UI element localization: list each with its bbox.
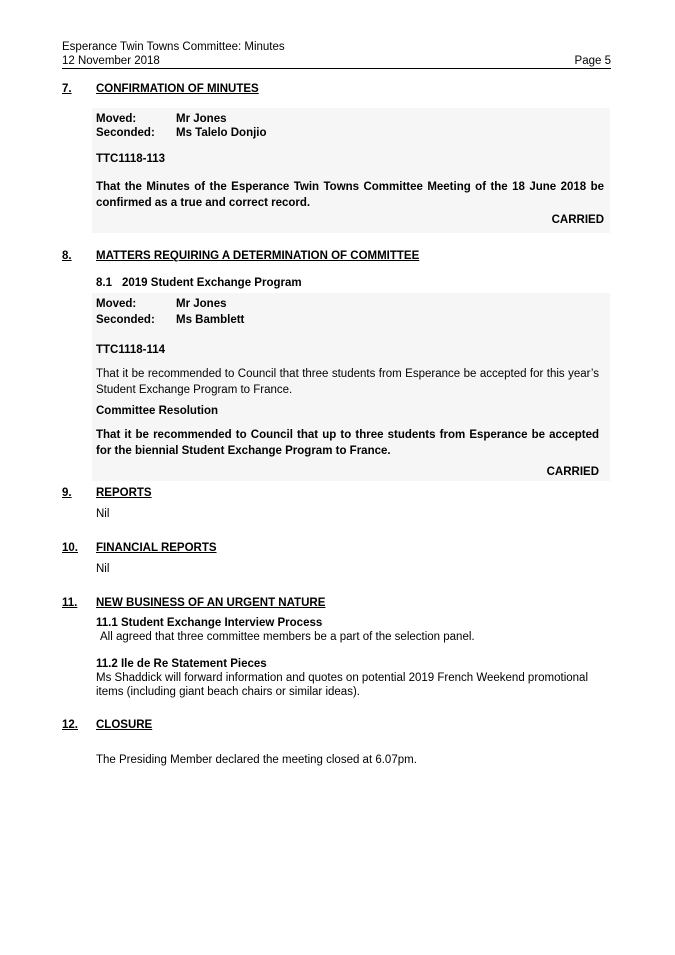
section-11-heading: NEW BUSINESS OF AN URGENT NATURE xyxy=(96,597,326,609)
item-11-1-text: All agreed that three committee members be a part of the selection panel. xyxy=(100,631,475,643)
section-10-heading: FINANCIAL REPORTS xyxy=(96,542,217,554)
section-7-number: 7. xyxy=(62,83,72,95)
moved-row xyxy=(96,296,227,312)
page-number: Page 5 xyxy=(574,55,611,67)
subsection-title: 2019 Student Exchange Program xyxy=(122,277,302,289)
section-7-heading: CONFIRMATION OF MINUTES xyxy=(96,83,259,95)
resolution-ref: TTC1118-114 xyxy=(96,344,166,356)
resolution-text: That the Minutes of the Esperance Twin Towns Committee Meeting of the 18 June 2018 be confirmed as a true and correct record. xyxy=(96,181,604,209)
seconded-label: Seconded: xyxy=(96,127,155,139)
header-rule xyxy=(62,68,611,69)
closure-text: The Presiding Member declared the meeting closed at 6.07pm. xyxy=(96,754,417,766)
section-10-number: 10. xyxy=(62,542,78,554)
section-12-heading: CLOSURE xyxy=(96,719,153,731)
item-11-2-text: Ms Shaddick will forward information and quotes on potential 2019 French Weekend promotional items (including giant beach chairs or similar ideas). xyxy=(96,672,589,698)
section-8-number: 8. xyxy=(62,250,72,262)
seconded-label: Seconded: xyxy=(96,314,155,326)
meeting-date: 12 November 2018 xyxy=(62,55,160,67)
section-10-text: Nil xyxy=(96,563,110,575)
committee-resolution-text: That it be recommended to Council that up to three students from Esperance be accepted for the biennial Student Exchange Program to France. xyxy=(96,429,599,457)
section-9-text: Nil xyxy=(96,508,110,520)
seconded-row xyxy=(96,125,267,141)
section-8-heading: MATTERS REQUIRING A DETERMINATION OF COMMITTEE xyxy=(96,250,420,262)
resolution-ref: TTC1118-113 xyxy=(96,153,166,165)
item-11-2-title: 11.2 Ile de Re Statement Pieces xyxy=(96,658,267,670)
section-12-number: 12. xyxy=(62,719,78,731)
subsection-8-1 xyxy=(96,277,302,289)
section-9-number: 9. xyxy=(62,487,72,499)
status-carried: CARRIED xyxy=(551,214,604,226)
seconded-value: Ms Talelo Donjio xyxy=(176,127,267,139)
section-9-heading: REPORTS xyxy=(96,487,152,499)
seconded-value: Ms Bamblett xyxy=(176,314,245,326)
moved-value: Mr Jones xyxy=(176,298,227,310)
subsection-number: 8.1 xyxy=(96,277,112,289)
document-title: Esperance Twin Towns Committee: Minutes xyxy=(62,41,285,53)
recommendation-text: That it be recommended to Council that three students from Esperance be accepted for this year’s Student Exchange Program to France. xyxy=(96,368,599,396)
section-11-number: 11. xyxy=(62,597,78,609)
moved-label: Moved: xyxy=(96,113,137,125)
moved-label: Moved: xyxy=(96,298,137,310)
seconded-row xyxy=(96,312,244,328)
status-carried: CARRIED xyxy=(546,466,599,478)
item-11-1-title: 11.1 Student Exchange Interview Process xyxy=(96,617,323,629)
committee-resolution-label: Committee Resolution xyxy=(96,405,219,417)
moved-value: Mr Jones xyxy=(176,113,227,125)
